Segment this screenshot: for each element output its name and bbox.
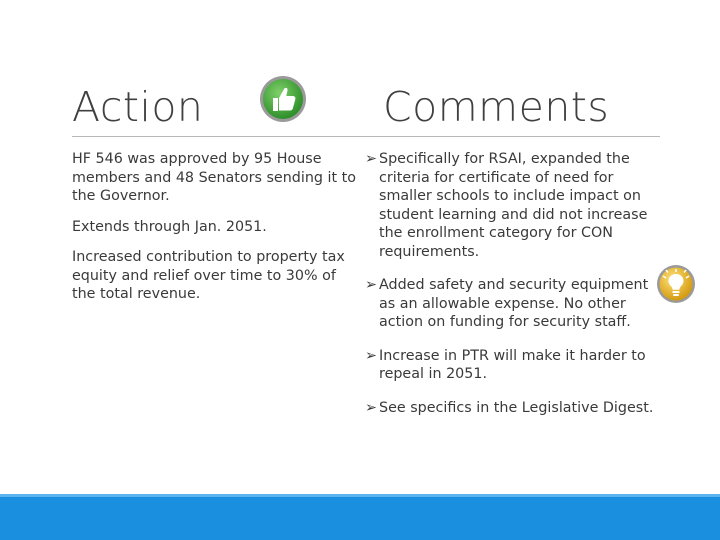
comment-text: Specifically for RSAI, expanded the criteria for certificate of need for smaller schools to include impact on student learning and did not increase the enrollment category for CON requirements. bbox=[379, 151, 648, 260]
arrow-bullet-icon: ➢ bbox=[365, 151, 377, 167]
comments-heading: Comments bbox=[383, 83, 610, 131]
action-column bbox=[72, 150, 362, 316]
comment-bullet bbox=[365, 276, 662, 332]
action-paragraph: Increased contribution to property tax equity and relief over time to 30% of the total revenue. bbox=[72, 249, 345, 302]
comment-bullet bbox=[365, 347, 662, 384]
comments-column bbox=[365, 150, 662, 432]
footer-bar bbox=[0, 497, 720, 540]
comment-text: Added safety and security equipment as an allowable expense. No other action on funding for security staff. bbox=[379, 277, 649, 330]
lightbulb-icon bbox=[656, 264, 696, 304]
title-divider bbox=[72, 136, 660, 137]
comment-text: See specifics in the Legislative Digest. bbox=[379, 399, 654, 416]
action-paragraph: HF 546 was approved by 95 House members and 48 Senators sending it to the Governor. bbox=[72, 151, 356, 204]
comment-bullet bbox=[365, 399, 662, 418]
arrow-bullet-icon: ➢ bbox=[365, 277, 377, 293]
thumbs-up-icon bbox=[258, 74, 308, 124]
action-heading: Action bbox=[72, 83, 204, 131]
comment-bullet bbox=[365, 150, 662, 261]
arrow-bullet-icon: ➢ bbox=[365, 347, 377, 364]
action-paragraph: Extends through Jan. 2051. bbox=[72, 218, 267, 235]
comment-text: Increase in PTR will make it harder to repeal in 2051. bbox=[379, 347, 646, 382]
arrow-bullet-icon: ➢ bbox=[365, 399, 377, 416]
